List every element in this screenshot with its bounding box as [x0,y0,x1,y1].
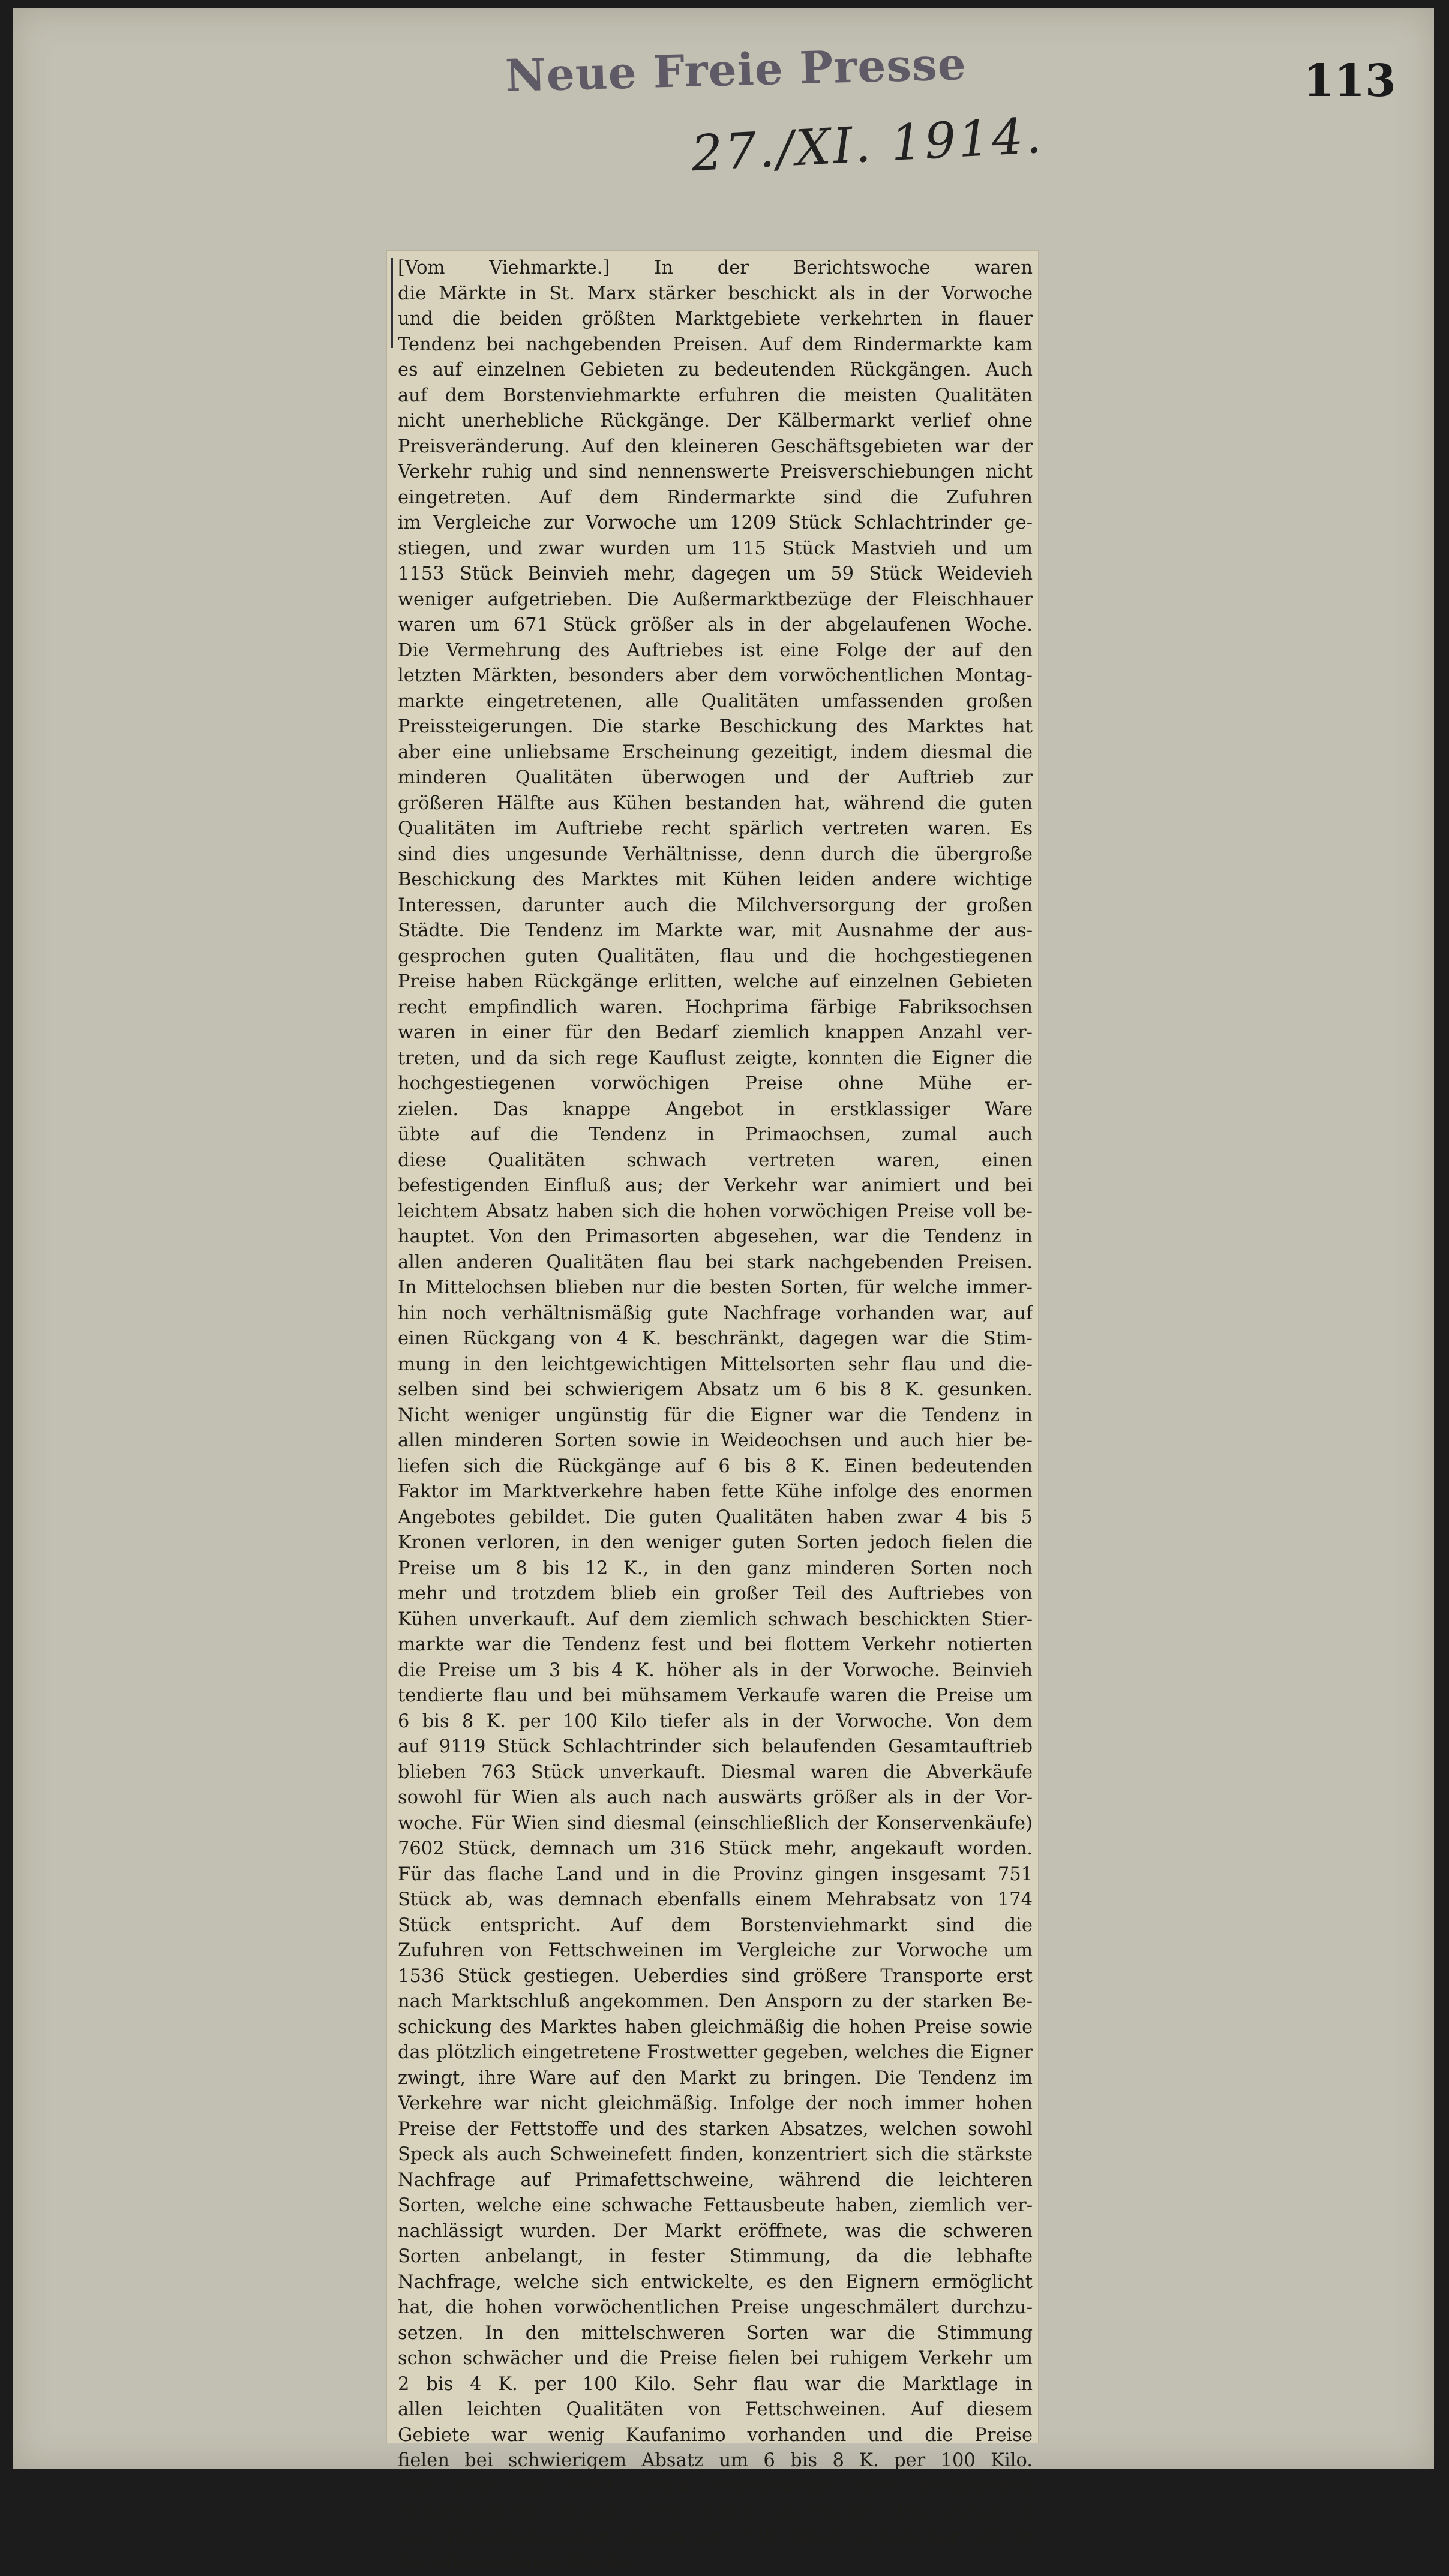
article-line: selben sind bei schwierigem Absatz um 6 bis 8 K. gesunken. [398,1379,1033,1400]
article-line: setzen. In den mittelschweren Sorten war die Stimmung [398,2322,1033,2344]
article-line: die Märkte in St. Marx stärker beschickt als in der Vorwoche [398,283,1033,304]
article-line: Nicht weniger ungünstig für die Eigner war die Tendenz in [398,1404,1033,1426]
article-line: Stück entspricht. Auf dem Borstenviehmarkt sind die [398,1914,1033,1936]
article-line: weniger aufgetrieben. Die Außermarktbezüge der Fleischhauer [398,589,1033,610]
article-line: schon schwächer und die Preise fielen bei ruhigem Verkehr um [398,2348,1033,2369]
article-line: allen minderen Sorten sowie in Weideochsen und auch hier be- [398,1430,1033,1451]
article-line: leichtem Absatz haben sich die hohen vorwöchigen Preise voll be- [398,1200,1033,1222]
article-line: woche. Für Wien sind diesmal (einschließlich der Konservenkäufe) [398,1812,1033,1834]
article-line: Nachfrage auf Primafettschweine, während die leichteren [398,2169,1033,2191]
article-line: von Fleischschweinen waren um 749 Stück schwächer als in [398,2526,1033,2548]
article-line: waren in einer für den Bedarf ziemlich knappen Anzahl ver- [398,1022,1033,1043]
article-line: einen Rückgang von 4 K. beschränkt, dagegen war die Stim- [398,1328,1033,1349]
article-line: nach Marktschluß angekommen. Den Ansporn zu der starken Be- [398,1991,1033,2012]
article-line: Gebiete war wenig Kaufanimo vorhanden und die Preise [398,2424,1033,2446]
article-line: In Mittelochsen blieben nur die besten Sorten, für welche immer- [398,1277,1033,1298]
article-line: sowohl für Wien als auch nach auswärts größer als in der Vor- [398,1787,1033,1808]
article-line: Preise um 8 bis 12 K., in den ganz minderen Sorten noch [398,1557,1033,1579]
article-line: Zufuhren von Fettschweinen im Vergleiche zur Vorwoche um [398,1940,1033,1961]
article-line: markte war die Tendenz fest und bei flottem Verkehr notierten [398,1634,1033,1655]
article-line: eingetreten. Auf dem Rindermarkte sind die Zufuhren [398,487,1033,508]
article-line: aber eine unliebsame Erscheinung gezeitigt, indem diesmal die [398,741,1033,763]
article-line: Verkehr ruhig und sind nennenswerte Preisverschiebungen nicht [398,461,1033,482]
article-line: [Vom Viehmarkte.] In der Berichtswoche waren [398,257,1033,278]
article-line: Speck als auch Schweinefett finden, konzentriert sich die stärkste [398,2144,1033,2165]
article-line: stiegen, und zwar wurden um 115 Stück Mastvieh und um [398,538,1033,559]
article-line: Stück ab, was demnach ebenfalls einem Mehrabsatz von 174 [398,1889,1033,1910]
article-line: minderen Qualitäten überwogen und der Auftrieb zur [398,767,1033,788]
article-line: allen leichten Qualitäten von Fettschweinen. Auf diesem [398,2399,1033,2420]
article-line: 7602 Stück, demnach um 316 Stück mehr, angekauft worden. [398,1838,1033,1859]
article-line: Preisveränderung. Auf den kleineren Geschäftsgebieten war der [398,436,1033,457]
article-line: Städte. Die Tendenz im Markte war, mit Ausnahme der aus- [398,920,1033,941]
article-line: es auf einzelnen Gebieten zu bedeutenden Rückgängen. Auch [398,359,1033,380]
article-line: 6 bis 8 K. per 100 Kilo tiefer als in der Vorwoche. Von dem [398,1710,1033,1732]
article-line: größeren Hälfte aus Kühen bestanden hat, während die guten [398,792,1033,814]
article-line: und die beiden größten Marktgebiete verkehrten in flauer [398,308,1033,329]
article-line: liefen sich die Rückgänge auf 6 bis 8 K. Einen bedeutenden [398,1455,1033,1477]
article-text [398,256,1033,2576]
article-line: zwingt, ihre Ware auf den Markt zu bringen. Die Tendenz im [398,2067,1033,2089]
article-line: der abgelaufenen Woche. [398,2552,634,2573]
article-line: im Vergleiche zur Vorwoche um 1209 Stück Schlachtrinder ge- [398,512,1033,533]
article-line: Die Vermehrung des Auftriebes ist eine Folge der auf den [398,640,1033,661]
article-line: tendierte flau und bei mühsamem Verkaufe waren die Preise um [398,1685,1033,1706]
article-line: Tendenz bei nachgebenden Preisen. Auf dem Rindermarkte kam [398,334,1033,355]
newspaper-stamp: Neue Freie Presse [505,38,967,103]
article-line: Qualitäten im Auftriebe recht spärlich vertreten waren. Es [398,818,1033,839]
article-line: allen anderen Qualitäten flau bei stark nachgebenden Preisen. [398,1251,1033,1273]
article-line: nicht unerhebliche Rückgänge. Der Kälbermarkt verlief ohne [398,410,1033,431]
article-line: Preise der Fettstoffe und des starken Absatzes, welchen sowohl [398,2118,1033,2140]
article-line: zielen. Das knappe Angebot in erstklassiger Ware [398,1098,1033,1120]
article-line: das plötzlich eingetretene Frostwetter gegeben, welches die Eigner [398,2042,1033,2063]
article-line: Preise haben Rückgänge erlitten, welche auf einzelnen Gebieten [398,971,1033,992]
article-line: Gesamtauftrieb blieben 195 Stück unverkauft. Die Zufuhren [398,2501,1033,2522]
article-line: blieben 763 Stück unverkauft. Diesmal waren die Abverkäufe [398,1761,1033,1783]
newspaper-clipping [387,251,1038,2573]
article-line: gesprochen guten Qualitäten, flau und die hochgestiegenen [398,945,1033,967]
margin-rule [391,258,393,348]
article-line: 2 bis 4 K. per 100 Kilo. Sehr flau war die Marktlage in [398,2373,1033,2395]
article-line: fielen bei schwierigem Absatz um 6 bis 8 K. per 100 Kilo. [398,2450,1033,2471]
article-line: mehr und trotzdem blieb ein großer Teil des Auftriebes von [398,1583,1033,1604]
article-line: auf dem Borstenviehmarkte erfuhren die meisten Qualitäten [398,385,1033,406]
article-line: Beschickung des Marktes mit Kühen leiden andere wichtige [398,869,1033,890]
article-line: Angebotes gebildet. Die guten Qualitäten haben zwar 4 bis 5 [398,1506,1033,1528]
article-line: waren um 671 Stück größer als in der abgelaufenen Woche. [398,614,1033,635]
article-line: treten, und da sich rege Kauflust zeigte, konnten die Eigner die [398,1047,1033,1069]
article-line: diese Qualitäten schwach vertreten waren, einen [398,1149,1033,1171]
article-line: die Preise um 3 bis 4 K. höher als in der Vorwoche. Beinvieh [398,1659,1033,1681]
article-line: hin noch verhältnismäßig gute Nachfrage vorhanden war, auf [398,1302,1033,1324]
article-line: Nachfrage, welche sich entwickelte, es den Eignern ermöglicht [398,2271,1033,2293]
article-line: Preissteigerungen. Die starke Beschickung des Marktes hat [398,716,1033,737]
article-line: schickung des Marktes haben gleichmäßig die hohen Preise sowie [398,2016,1033,2038]
article-line: Interessen, darunter auch die Milchversorgung der großen [398,894,1033,916]
article-line: hat, die hohen vorwöchentlichen Preise ungeschmälert durchzu- [398,2297,1033,2318]
article-line: auf 9119 Stück Schlachtrinder sich belaufenden Gesamtauftrieb [398,1736,1033,1757]
article-line: Verkehre war nicht gleichmäßig. Infolge der noch immer hohen [398,2093,1033,2114]
article-line: Sorten anbelangt, in fester Stimmung, da die lebhafte [398,2246,1033,2267]
handwritten-date: 27./XI. 1914. [689,107,1045,183]
article-line: nachlässigt wurden. Der Markt eröffnete, was die schweren [398,2220,1033,2242]
article-line: 1153 Stück Beinvieh mehr, dagegen um 59 Stück Weidevieh [398,563,1033,584]
page-number: 113 [1303,55,1396,107]
article-line: Sorten, welche eine schwache Fettausbeute haben, ziemlich ver- [398,2195,1033,2216]
article-line: Kronen verloren, in den weniger guten Sorten jedoch fielen die [398,1532,1033,1553]
article-line: letzten Märkten, besonders aber dem vorwöchentlichen Montag- [398,665,1033,686]
article-line: hochgestiegenen vorwöchigen Preise ohne Mühe er- [398,1073,1033,1094]
article-line: Für das flache Land und in die Provinz gingen insgesamt 751 [398,1863,1033,1885]
article-line: mung in den leichtgewichtigen Mittelsorten sehr flau und die- [398,1353,1033,1375]
article-line: befestigenden Einfluß aus; der Verkehr war animiert und bei [398,1175,1033,1196]
article-line: 1536 Stück gestiegen. Ueberdies sind größere Transporte erst [398,1965,1033,1987]
article-line: sind dies ungesunde Verhältnisse, denn durch die übergroße [398,843,1033,865]
article-line: Kühen unverkauft. Auf dem ziemlich schwach beschickten Stier- [398,1608,1033,1630]
article-line: Faktor im Marktverkehre haben fette Kühe infolge des enormen [398,1481,1033,1502]
article-line: recht empfindlich waren. Hochprima färbige Fabriksochsen [398,996,1033,1018]
article-line: hauptet. Von den Primasorten abgesehen, war die Tendenz in [398,1226,1033,1247]
article-line: übte auf die Tendenz in Primaochsen, zumal auch [398,1124,1033,1145]
article-line: markte eingetretenen, alle Qualitäten umfassenden großen [398,690,1033,712]
article-line: Von dem auf 9941 Stück Fettschweine sich belaufenden [398,2475,1033,2497]
